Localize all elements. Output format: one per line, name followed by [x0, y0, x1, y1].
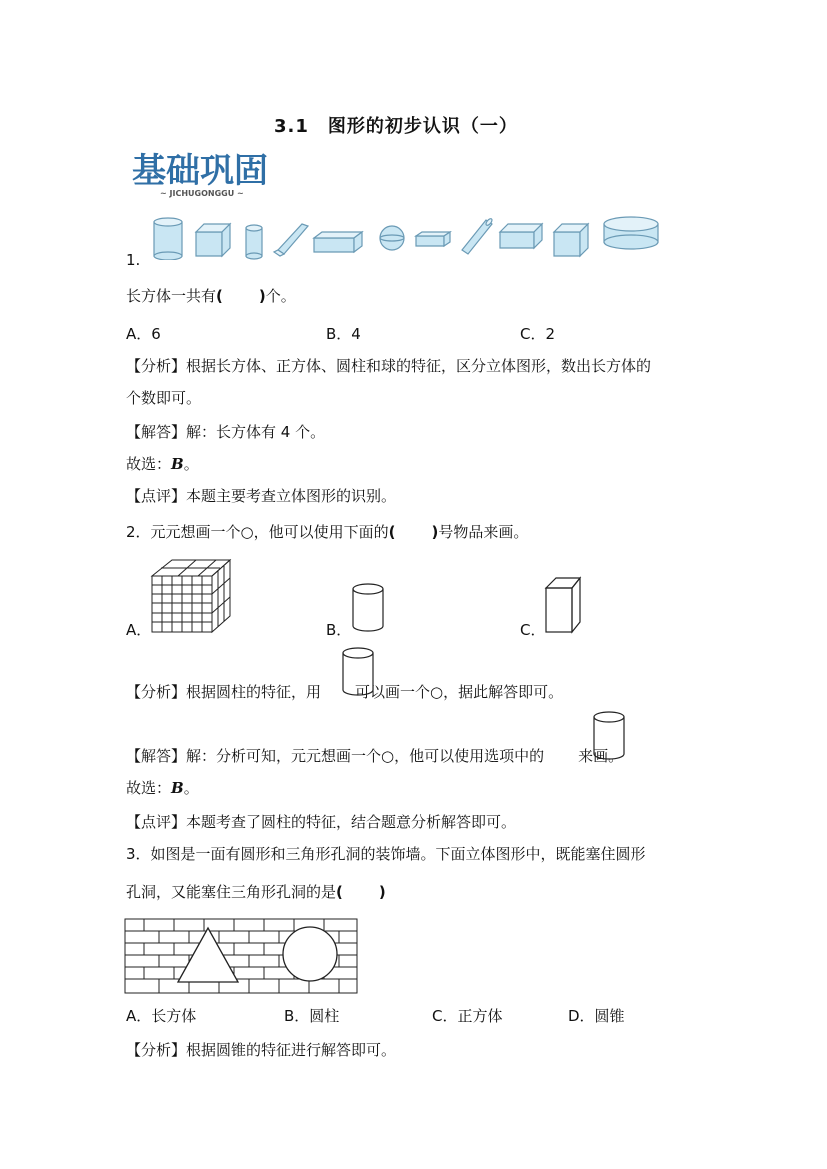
cuboid-shape-2 [416, 232, 450, 246]
badge-text: 基础巩固 [132, 151, 268, 191]
cuboid-shape-1 [314, 232, 362, 252]
q3-option-c: C．正方体 [432, 1007, 503, 1025]
page-title: 3.1 图形的初步认识（一） [274, 116, 518, 137]
q1-option-c: C．2 [520, 325, 556, 343]
q2-stem: 2．元元想画一个○，他可以使用下面的( )号物品来画。 [126, 523, 529, 541]
q1-option-a: A．6 [126, 325, 161, 343]
sphere-shape [380, 226, 404, 250]
q1-shapes-figure [150, 214, 670, 260]
q2-answer-cylinder-icon [592, 710, 626, 762]
q1-analysis: 【分析】根据长方体、正方体、圆柱和球的特征，区分立体图形，数出长方体的 [126, 357, 652, 375]
q2-option-a-label: A． [126, 621, 152, 639]
q1-number: 1. [126, 251, 141, 269]
cube-shape-1 [196, 224, 230, 256]
q3-option-d: D．圆锥 [568, 1007, 625, 1025]
cylinder-shape-3 [462, 218, 493, 254]
q2-option-b-label: B． [326, 621, 352, 639]
q1-analysis-cont: 个数即可。 [126, 389, 202, 407]
q2-analysis-cylinder-icon [341, 646, 375, 698]
q3-option-b: B．圆柱 [284, 1007, 340, 1025]
q2-option-c-label: C． [520, 621, 546, 639]
circle-hole [283, 927, 337, 981]
q1-option-b: B．4 [326, 325, 361, 343]
q2-cylinder-figure [350, 582, 386, 634]
q3-analysis: 【分析】根据圆锥的特征进行解答即可。 [126, 1041, 397, 1059]
q2-rubiks-cube-figure [150, 556, 232, 636]
q1-stem: 长方体一共有( )个。 [126, 287, 296, 305]
q2-comment: 【点评】本题考查了圆柱的特征，结合题意分析解答即可。 [126, 813, 517, 831]
q1-answer: 【解答】解：长方体有 4 个。 [126, 423, 326, 441]
q3-option-a: A．长方体 [126, 1007, 197, 1025]
q1-comment: 【点评】本题主要考查立体图形的识别。 [126, 487, 397, 505]
q3-stem-line2: 孔洞，又能塞住三角形孔洞的是( ) [126, 883, 386, 901]
cuboid-shape-3 [500, 224, 542, 248]
cylinder-shape-2 [246, 225, 262, 259]
q2-analysis: 【分析】根据圆柱的特征，用 可以画一个○，据此解答即可。 [126, 683, 564, 701]
q3-brick-wall-figure [124, 918, 360, 996]
badge-subtext: ~ JICHUGONGGU ~ [160, 189, 244, 198]
cylinder-shape-1 [154, 218, 182, 260]
cube-shape-2 [554, 224, 588, 256]
q3-stem-line1: 3．如图是一面有圆形和三角形孔洞的装饰墙。下面立体图形中，既能塞住圆形 [126, 845, 646, 863]
prism-shape-1 [274, 224, 308, 256]
q2-choice: 故选：B。 [126, 779, 199, 797]
section-badge [130, 150, 275, 198]
q1-choice: 故选：B。 [126, 455, 199, 473]
q2-cuboid-figure [544, 576, 584, 636]
cylinder-shape-4 [604, 217, 658, 249]
q2-answer: 【解答】解：分析可知，元元想画一个○，他可以使用选项中的 来画。 [126, 747, 624, 765]
